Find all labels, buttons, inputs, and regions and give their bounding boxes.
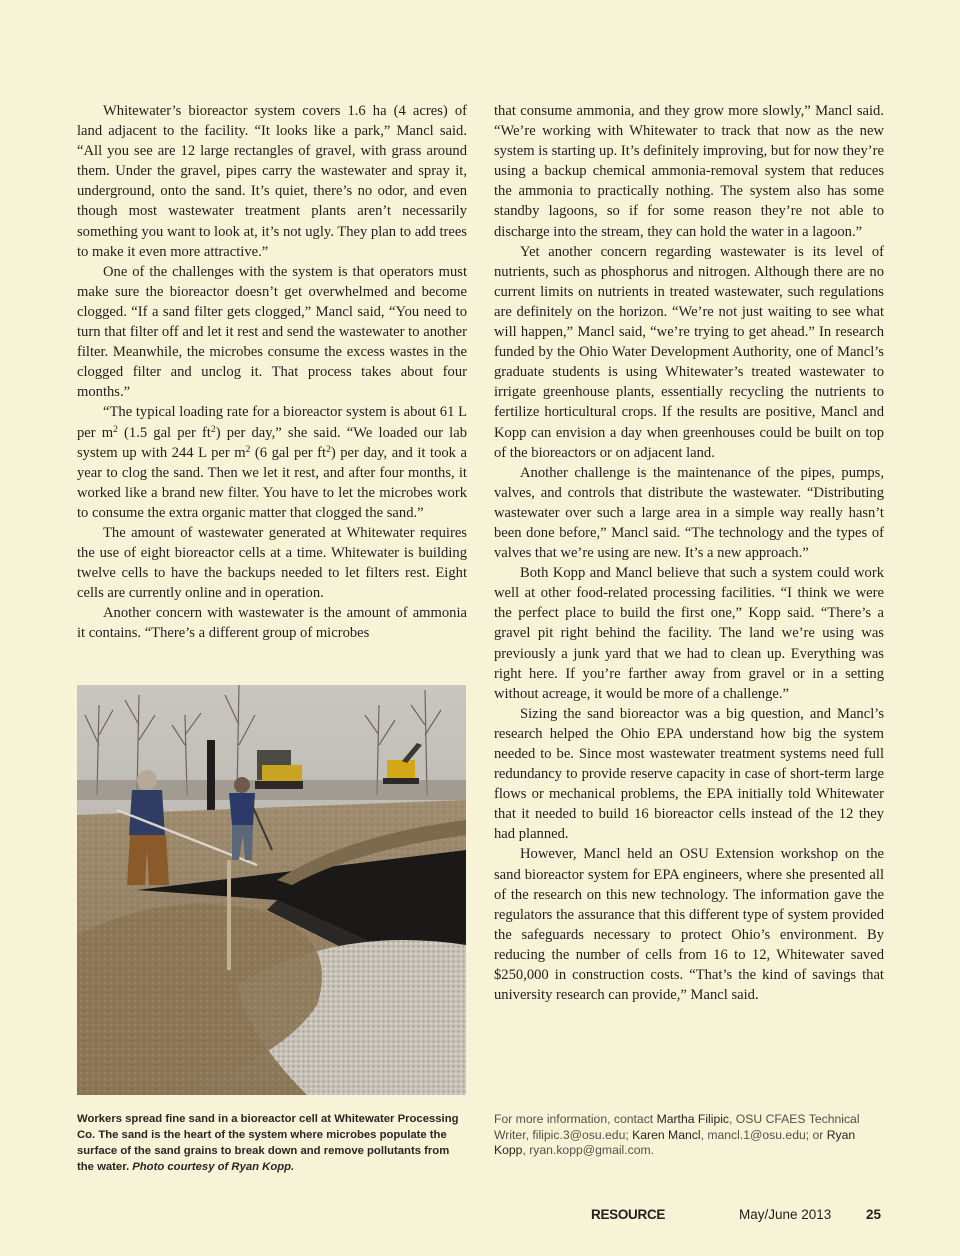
photo-credit: Photo courtesy of Ryan Kopp. bbox=[132, 1161, 295, 1173]
paragraph: Yet another concern regarding wastewater is its level of nutrients, such as phosphorus and nitrogen. Although there are no current limits on nutrients in treated wastewater, such regulations are definitely on the horizon. “We’re not just waiting to see what will happen,” Mancl said, “we’re trying to get ahead.” In research funded by the Ohio Water Development Authority, one of Mancl’s graduate students is using Whitewater’s treated wastewater to irrigate greenhouse plants, essentially recycling the nutrients to fertilize horticultural crops. If the results are positive, Mancl and Kopp can envision a day when greenhouses could be built on top of the bioreactors or on adjacent land. bbox=[494, 243, 884, 461]
paragraph: Another challenge is the maintenance of the pipes, pumps, valves, and controls that distribute the wastewater. “Distributing wastewater over such a large area in a simple way really hasn’t been done before,” Mancl said. “The technology and the types of valves that we’re using are new. It’s a new approach.” bbox=[494, 464, 884, 562]
paragraph: Sizing the sand bioreactor was a big question, and Mancl’s research helped the Ohio EPA understand how big the system needed to be. Since most wastewater treatment systems need full redundancy to provide reserve capacity in case of short-term large flows or mechanical problems, the EPA initially told Whitewater that it needed to build 16 bioreactor cells instead of the 12 they had planned. bbox=[494, 705, 884, 843]
paragraph: Whitewater’s bioreactor system covers 1.6 ha (4 acres) of land adjacent to the facility. “It looks like a park,” Mancl said. “All you see are 12 large rectangles of gravel, with grass around them. Under the gravel, pipes carry the wastewater and spray it, underground, onto the sand. It’s quiet, there’s no odor, and even though most wastewater treatment plants aren’t necessarily something you want to look at, it’s not ugly. They plan to add trees to make it even more attractive.” bbox=[77, 103, 467, 260]
paragraph: The amount of wastewater generated at Whitewater requires the use of eight bioreactor cells at a time. Whitewater is building twelve cells to have the backups needed to let filters rest. Eight cells are currently online and in operation. bbox=[77, 524, 467, 602]
photo-workers-sand-bioreactor bbox=[77, 685, 466, 1095]
page-footer bbox=[0, 1207, 960, 1227]
issue-date: May/June 2013 bbox=[739, 1207, 832, 1222]
paragraph: “The typical loading rate for a bioreactor system is about 61 L per $m^2$ (1.5 gal per $ft^2$) per day,” she said. “We loaded our lab system up with 244 L per $m^2$ (6 gal per $ft^2$) per day, and it took a year to clog the sand. Then we let it rest, and after four months, it worked like a brand new filter. You have to let the microbes work to consume the extra organic matter that clogged the sand.” bbox=[77, 404, 467, 521]
paragraph: that consume ammonia, and they grow more slowly,” Mancl said. “We’re working with Whitewater to track that now as the new system is starting up. It’s definitely improving, but for now they’re using a backup chemical ammonia-removal system that reduces the ammonia to practically nothing. The system also has some standby lagoons, so if for some reason they’re not able to discharge into the stream, they can hold the water in a lagoon.” bbox=[494, 103, 884, 240]
paragraph: However, Mancl held an OSU Extension workshop on the sand bioreactor system for EPA engineers, where she presented all of the research on this new technology. The information gave the regulators the assurance that this different type of system provided the safeguards necessary to protect Ohio’s environment. By reducing the number of cells from 16 to 12, Whitewater saved $250,000 in construction costs. “That’s the kind of savings that university research can provide,” Mancl said. bbox=[494, 846, 884, 1004]
article-column-right bbox=[494, 101, 884, 1005]
paragraph: One of the challenges with the system is that operators must make sure the bioreactor doesn’t get overwhelmed and become clogged. “If a sand filter gets clogged,” Mancl said, “You need to turn that filter off and let it rest and send the wastewater to another filter. Meanwhile, the microbes consume the excess wastes in the clogged filter and unclog it. That process takes about four months.” bbox=[77, 263, 467, 401]
page-number: 25 bbox=[866, 1207, 882, 1222]
photo-caption: Workers spread fine sand in a bioreactor cell at Whitewater Processing Co. The sand is the heart of the system where microbes populate the surface of the sand grains to break down and remove pollutants from the water. Photo courtesy of Ryan Kopp. bbox=[77, 1113, 459, 1173]
magazine-name: RESOURCE bbox=[591, 1207, 666, 1222]
paragraph: Both Kopp and Mancl believe that such a system could work well at other food-related processing facilities. “I think we were the perfect place to build the first one,” Kopp said. “There’s a gravel pit right behind the facility. The land we’re using was previously a junk yard that we had to clean up. Everything was right here. If you’re farther away from gravel or in a setting without acreage, it would be more of a challenge.” bbox=[494, 565, 884, 702]
article-column-left bbox=[77, 101, 467, 644]
paragraph: Another concern with wastewater is the amount of ammonia it contains. “There’s a different group of microbes bbox=[77, 605, 467, 642]
contact-info: For more information, contact Martha Filipic, OSU CFAES Technical Writer, filipic.3@osu.edu; Karen Mancl, mancl.1@osu.edu; or Ryan Kopp, ryan.kopp@gmail.com. bbox=[494, 1112, 860, 1157]
